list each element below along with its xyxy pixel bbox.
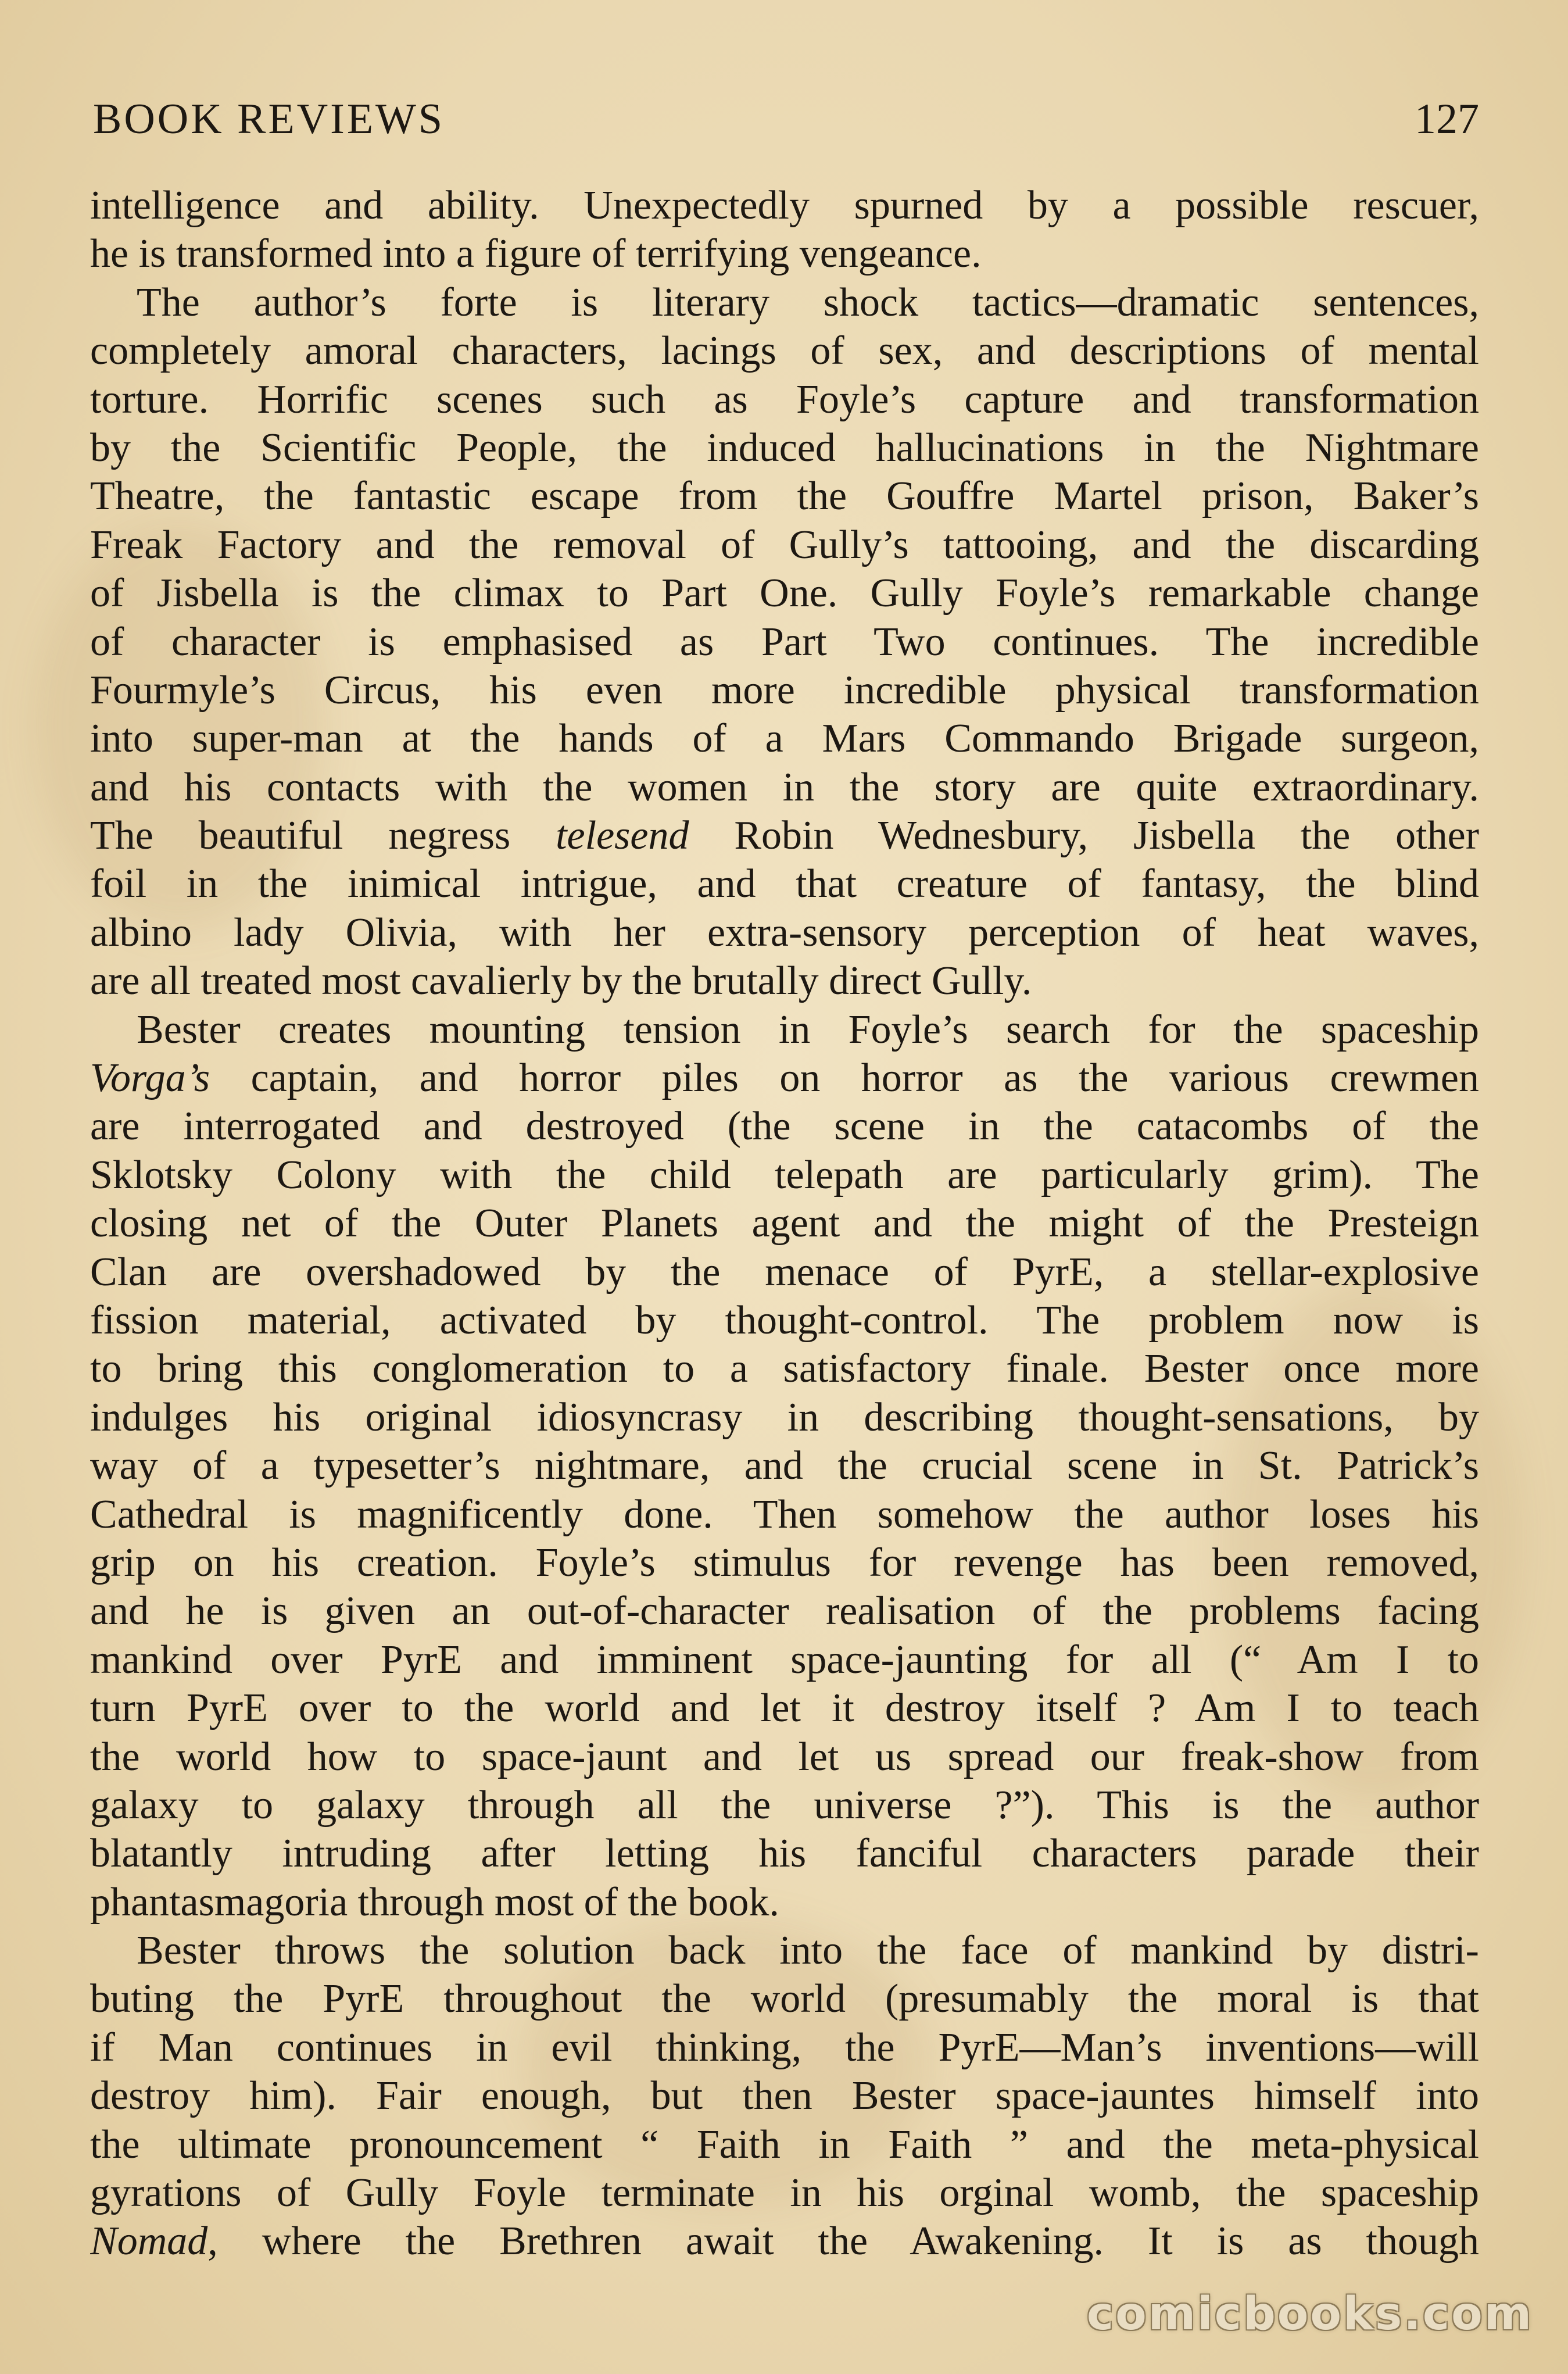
- text-line: indulges his original idiosyncrasy in describing thought-sensations, by: [90, 1395, 1479, 1440]
- text-line: The author’s forte is literary shock tactics—dramatic sentences,: [137, 280, 1479, 325]
- page-header: [93, 87, 1479, 151]
- text-line: buting the PyrE throughout the world (presumably the moral is that: [90, 1976, 1479, 2022]
- text-line: by the Scientific People, the induced hallucinations in the Nightmare: [90, 425, 1479, 470]
- text-line: phantasmagoria through most of the book.: [90, 1879, 779, 1925]
- text-line: galaxy to galaxy through all the universe ?”). This is the author: [90, 1782, 1479, 1828]
- text-run: , where the Brethren await the Awakening. It is as though: [207, 2219, 1479, 2264]
- text-line: foil in the inimical intrigue, and that creature of fantasy, the blind: [90, 861, 1479, 907]
- text-line: closing net of the Outer Planets agent and the might of the Presteign: [90, 1201, 1479, 1246]
- text-line: the world how to space-jaunt and let us spread our freak-show from: [90, 1734, 1479, 1779]
- text-line: torture. Horrific scenes such as Foyle’s capture and transformation: [90, 377, 1479, 422]
- text-line: mankind over PyrE and imminent space-jaunting for all (“ Am I to: [90, 1637, 1479, 1682]
- text-line: Fourmyle’s Circus, his even more incredible physical transformation: [90, 667, 1479, 713]
- text-line: he is transformed into a figure of terrifying vengeance.: [90, 231, 982, 277]
- text-line: albino lady Olivia, with her extra-sensory perception of heat waves,: [90, 910, 1479, 955]
- text-line: Sklotsky Colony with the child telepath are particularly grim). The: [90, 1152, 1479, 1197]
- text-run: The beautiful negress: [90, 813, 556, 859]
- text-line: [90, 1054, 1479, 1102]
- text-line: Theatre, the fantastic escape from the Gouffre Martel prison, Baker’s: [90, 474, 1479, 519]
- text-line: Freak Factory and the removal of Gully’s tattooing, and the discarding: [90, 522, 1479, 567]
- text-line: intelligence and ability. Unexpectedly spurned by a possible rescuer,: [90, 183, 1479, 228]
- text-line: blatantly intruding after letting his fanciful characters parade their: [90, 1831, 1479, 1876]
- text-line: are all treated most cavalierly by the brutally direct Gully.: [90, 959, 1032, 1004]
- text-line: Clan are overshadowed by the menace of PyrE, a stellar-explosive: [90, 1249, 1479, 1295]
- text-line: of character is emphasised as Part Two continues. The incredible: [90, 619, 1479, 664]
- text-line: destroy him). Fair enough, but then Bester space-jauntes himself into: [90, 2073, 1479, 2119]
- text-run: Robin Wednesbury, Jisbella the other: [689, 813, 1479, 859]
- text-line: and his contacts with the women in the story are quite extraordinary.: [90, 764, 1479, 810]
- text-line: of Jisbella is the climax to Part One. Gully Foyle’s remarkable change: [90, 571, 1479, 616]
- text-line: to bring this conglomeration to a satisfactory finale. Bester once more: [90, 1346, 1479, 1392]
- text-line: and he is given an out-of-character realisation of the problems facing: [90, 1589, 1479, 1634]
- text-line: completely amoral characters, lacings of sex, and descriptions of mental: [90, 328, 1479, 374]
- watermark-logo: comicbooks.com: [1086, 2288, 1533, 2340]
- text-line: Bester throws the solution back into the face of mankind by distri-: [137, 1928, 1479, 1973]
- text-line: turn PyrE over to the world and let it destroy itself ? Am I to teach: [90, 1686, 1479, 1731]
- text-line: into super-man at the hands of a Mars Commando Brigade surgeon,: [90, 716, 1479, 761]
- italic-title: Vorga’s: [90, 1056, 210, 1101]
- page-number: 127: [1415, 95, 1479, 143]
- text-line: grip on his creation. Foyle’s stimulus for revenge has been removed,: [90, 1540, 1479, 1585]
- text-line: [90, 811, 1479, 860]
- text-line: the ultimate pronouncement “ Faith in Faith ” and the meta-physical: [90, 2122, 1479, 2167]
- text-line: [90, 2217, 1479, 2265]
- text-line: Cathedral is magnificently done. Then somehow the author loses his: [90, 1492, 1479, 1537]
- text-line: if Man continues in evil thinking, the PyrE—Man’s inventions—will: [90, 2025, 1479, 2070]
- text-line: are interrogated and destroyed (the scene in the catacombs of the: [90, 1104, 1479, 1149]
- text-line: gyrations of Gully Foyle terminate in his orginal womb, the spaceship: [90, 2171, 1479, 2216]
- text-line: fission material, activated by thought-control. The problem now is: [90, 1297, 1479, 1343]
- running-head: BOOK REVIEWS: [93, 95, 445, 143]
- text-run: captain, and horror piles on horror as the various crewmen: [210, 1056, 1479, 1101]
- review-text: [90, 181, 1479, 2266]
- text-line: Bester creates mounting tension in Foyle’s search for the spaceship: [137, 1007, 1479, 1052]
- text-line: way of a typesetter’s nightmare, and the crucial scene in St. Patrick’s: [90, 1443, 1479, 1489]
- italic-title: telesend: [556, 813, 689, 859]
- italic-title: Nomad: [90, 2219, 208, 2264]
